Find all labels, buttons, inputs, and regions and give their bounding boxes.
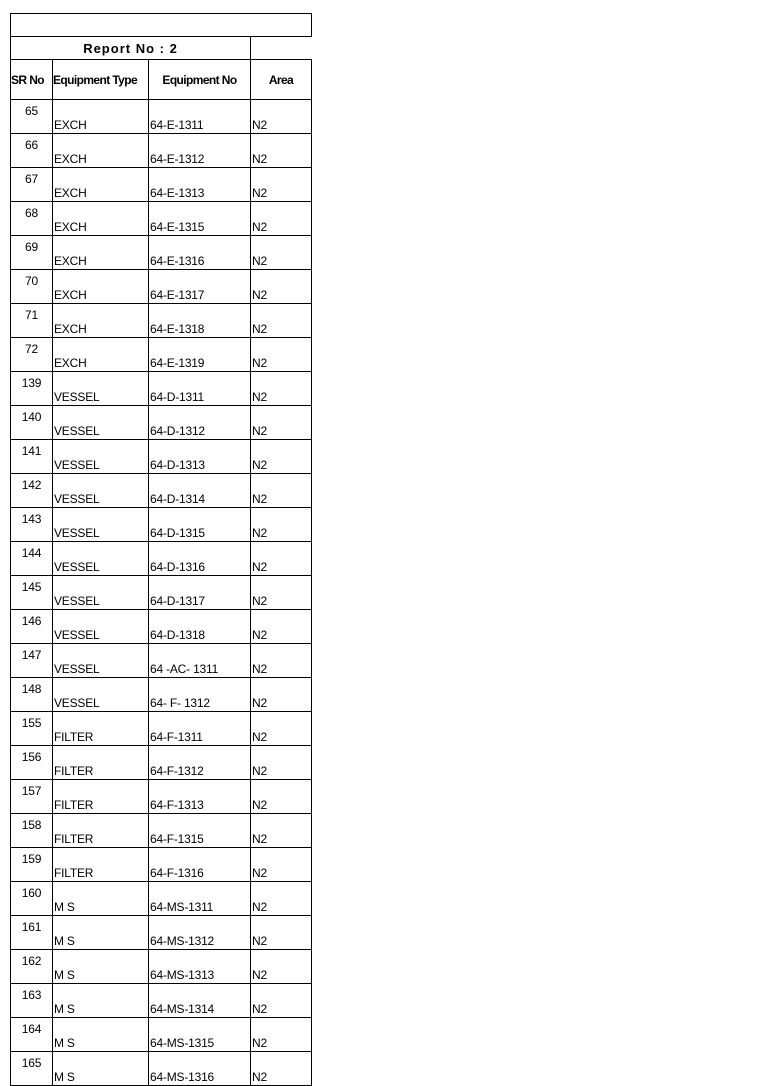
table-row xyxy=(11,848,312,882)
equipment-type-cell: VESSEL xyxy=(53,406,149,440)
equipment-no-cell: 64-MS-1314 xyxy=(149,984,251,1018)
equipment-no-cell: 64-F-1313 xyxy=(149,780,251,814)
equipment-no-cell: 64-E-1313 xyxy=(149,168,251,202)
equipment-no-cell: 64-D-1316 xyxy=(149,542,251,576)
sr-no-cell: 159 xyxy=(11,848,53,882)
equipment-no-cell: 64-F-1315 xyxy=(149,814,251,848)
table-row xyxy=(11,780,312,814)
area-cell: N2 xyxy=(251,848,312,882)
equipment-type-cell: EXCH xyxy=(53,202,149,236)
equipment-type-cell: EXCH xyxy=(53,270,149,304)
equipment-no-cell: 64-MS-1313 xyxy=(149,950,251,984)
table-row xyxy=(11,338,312,372)
equipment-type-cell: EXCH xyxy=(53,100,149,134)
report-title-row xyxy=(11,37,312,60)
equipment-type-cell: VESSEL xyxy=(53,644,149,678)
table-row xyxy=(11,508,312,542)
equipment-no-cell: 64-D-1314 xyxy=(149,474,251,508)
equipment-type-cell: VESSEL xyxy=(53,372,149,406)
area-cell: N2 xyxy=(251,304,312,338)
equipment-type-cell: EXCH xyxy=(53,168,149,202)
area-cell: N2 xyxy=(251,916,312,950)
equipment-type-cell: VESSEL xyxy=(53,576,149,610)
area-cell: N2 xyxy=(251,644,312,678)
equipment-no-cell: 64-E-1316 xyxy=(149,236,251,270)
area-cell: N2 xyxy=(251,168,312,202)
sr-no-cell: 143 xyxy=(11,508,53,542)
equipment-no-cell: 64-F-1311 xyxy=(149,712,251,746)
report-title-side-cell xyxy=(251,37,312,60)
equipment-no-cell: 64-E-1311 xyxy=(149,100,251,134)
area-cell: N2 xyxy=(251,406,312,440)
equipment-type-cell: FILTER xyxy=(53,814,149,848)
equipment-no-cell: 64-D-1311 xyxy=(149,372,251,406)
equipment-no-cell: 64-E-1315 xyxy=(149,202,251,236)
equipment-no-cell: 64-E-1317 xyxy=(149,270,251,304)
equipment-type-cell: EXCH xyxy=(53,338,149,372)
table-row xyxy=(11,950,312,984)
area-cell: N2 xyxy=(251,236,312,270)
equipment-no-cell: 64-D-1313 xyxy=(149,440,251,474)
equipment-no-cell: 64-D-1312 xyxy=(149,406,251,440)
sr-no-cell: 68 xyxy=(11,202,53,236)
table-row xyxy=(11,134,312,168)
table-row xyxy=(11,406,312,440)
equipment-type-cell: VESSEL xyxy=(53,542,149,576)
equipment-no-cell: 64-E-1318 xyxy=(149,304,251,338)
table-row xyxy=(11,202,312,236)
table-row xyxy=(11,984,312,1018)
equipment-no-cell: 64-E-1312 xyxy=(149,134,251,168)
equipment-no-cell: 64-F-1316 xyxy=(149,848,251,882)
equipment-no-cell: 64-D-1318 xyxy=(149,610,251,644)
equipment-type-cell: VESSEL xyxy=(53,440,149,474)
area-cell: N2 xyxy=(251,202,312,236)
equipment-type-cell: VESSEL xyxy=(53,610,149,644)
area-cell: N2 xyxy=(251,1052,312,1086)
area-cell: N2 xyxy=(251,780,312,814)
sr-no-cell: 67 xyxy=(11,168,53,202)
sr-no-cell: 147 xyxy=(11,644,53,678)
equipment-report-table xyxy=(10,13,312,1086)
equipment-type-cell: FILTER xyxy=(53,780,149,814)
sr-no-cell: 162 xyxy=(11,950,53,984)
sr-no-cell: 72 xyxy=(11,338,53,372)
column-header-sr-no: SR No xyxy=(11,60,53,100)
area-cell: N2 xyxy=(251,372,312,406)
area-cell: N2 xyxy=(251,678,312,712)
equipment-type-cell: VESSEL xyxy=(53,474,149,508)
equipment-type-cell: M S xyxy=(53,916,149,950)
area-cell: N2 xyxy=(251,882,312,916)
equipment-type-cell: FILTER xyxy=(53,746,149,780)
sr-no-cell: 148 xyxy=(11,678,53,712)
sr-no-cell: 165 xyxy=(11,1052,53,1086)
area-cell: N2 xyxy=(251,950,312,984)
sr-no-cell: 155 xyxy=(11,712,53,746)
area-cell: N2 xyxy=(251,610,312,644)
area-cell: N2 xyxy=(251,1018,312,1052)
equipment-no-cell: 64- F- 1312 xyxy=(149,678,251,712)
area-cell: N2 xyxy=(251,542,312,576)
table-row xyxy=(11,882,312,916)
sr-no-cell: 163 xyxy=(11,984,53,1018)
table-row xyxy=(11,644,312,678)
equipment-no-cell: 64 -AC- 1311 xyxy=(149,644,251,678)
equipment-type-cell: FILTER xyxy=(53,712,149,746)
area-cell: N2 xyxy=(251,508,312,542)
table-row xyxy=(11,814,312,848)
table-row xyxy=(11,236,312,270)
table-row xyxy=(11,678,312,712)
equipment-type-cell: FILTER xyxy=(53,848,149,882)
equipment-type-cell: EXCH xyxy=(53,134,149,168)
table-row xyxy=(11,304,312,338)
equipment-no-cell: 64-MS-1312 xyxy=(149,916,251,950)
area-cell: N2 xyxy=(251,576,312,610)
equipment-no-cell: 64-E-1319 xyxy=(149,338,251,372)
equipment-type-cell: M S xyxy=(53,950,149,984)
equipment-type-cell: VESSEL xyxy=(53,508,149,542)
report-title: Report No : 2 xyxy=(11,37,251,60)
sr-no-cell: 161 xyxy=(11,916,53,950)
table-row xyxy=(11,916,312,950)
sr-no-cell: 160 xyxy=(11,882,53,916)
equipment-no-cell: 64-MS-1315 xyxy=(149,1018,251,1052)
area-cell: N2 xyxy=(251,712,312,746)
column-header-equipment-no: Equipment No xyxy=(149,60,251,100)
area-cell: N2 xyxy=(251,270,312,304)
sr-no-cell: 141 xyxy=(11,440,53,474)
sr-no-cell: 144 xyxy=(11,542,53,576)
area-cell: N2 xyxy=(251,984,312,1018)
sr-no-cell: 140 xyxy=(11,406,53,440)
table-row xyxy=(11,542,312,576)
equipment-type-cell: M S xyxy=(53,984,149,1018)
sr-no-cell: 70 xyxy=(11,270,53,304)
sr-no-cell: 164 xyxy=(11,1018,53,1052)
equipment-no-cell: 64-D-1315 xyxy=(149,508,251,542)
table-row xyxy=(11,1018,312,1052)
column-header-area: Area xyxy=(251,60,312,100)
area-cell: N2 xyxy=(251,100,312,134)
table-row xyxy=(11,372,312,406)
equipment-no-cell: 64-MS-1316 xyxy=(149,1052,251,1086)
equipment-type-cell: M S xyxy=(53,882,149,916)
sr-no-cell: 71 xyxy=(11,304,53,338)
table-row xyxy=(11,440,312,474)
equipment-type-cell: M S xyxy=(53,1052,149,1086)
sr-no-cell: 65 xyxy=(11,100,53,134)
equipment-no-cell: 64-MS-1311 xyxy=(149,882,251,916)
column-header-equipment-type: Equipment Type xyxy=(53,60,149,100)
table-row xyxy=(11,474,312,508)
equipment-type-cell: EXCH xyxy=(53,236,149,270)
sr-no-cell: 66 xyxy=(11,134,53,168)
table-row xyxy=(11,576,312,610)
area-cell: N2 xyxy=(251,746,312,780)
area-cell: N2 xyxy=(251,474,312,508)
sr-no-cell: 139 xyxy=(11,372,53,406)
equipment-type-cell: EXCH xyxy=(53,304,149,338)
column-header-row xyxy=(11,60,312,100)
sr-no-cell: 145 xyxy=(11,576,53,610)
equipment-no-cell: 64-F-1312 xyxy=(149,746,251,780)
sr-no-cell: 142 xyxy=(11,474,53,508)
equipment-type-cell: M S xyxy=(53,1018,149,1052)
table-row xyxy=(11,100,312,134)
sr-no-cell: 156 xyxy=(11,746,53,780)
table-row xyxy=(11,270,312,304)
equipment-type-cell: VESSEL xyxy=(53,678,149,712)
area-cell: N2 xyxy=(251,338,312,372)
equipment-no-cell: 64-D-1317 xyxy=(149,576,251,610)
area-cell: N2 xyxy=(251,134,312,168)
table-row xyxy=(11,712,312,746)
sr-no-cell: 69 xyxy=(11,236,53,270)
blank-header-row xyxy=(11,14,312,37)
blank-cell xyxy=(11,14,312,37)
area-cell: N2 xyxy=(251,814,312,848)
sr-no-cell: 146 xyxy=(11,610,53,644)
table-row xyxy=(11,746,312,780)
table-row xyxy=(11,1052,312,1086)
area-cell: N2 xyxy=(251,440,312,474)
sr-no-cell: 158 xyxy=(11,814,53,848)
table-row xyxy=(11,610,312,644)
sr-no-cell: 157 xyxy=(11,780,53,814)
table-row xyxy=(11,168,312,202)
